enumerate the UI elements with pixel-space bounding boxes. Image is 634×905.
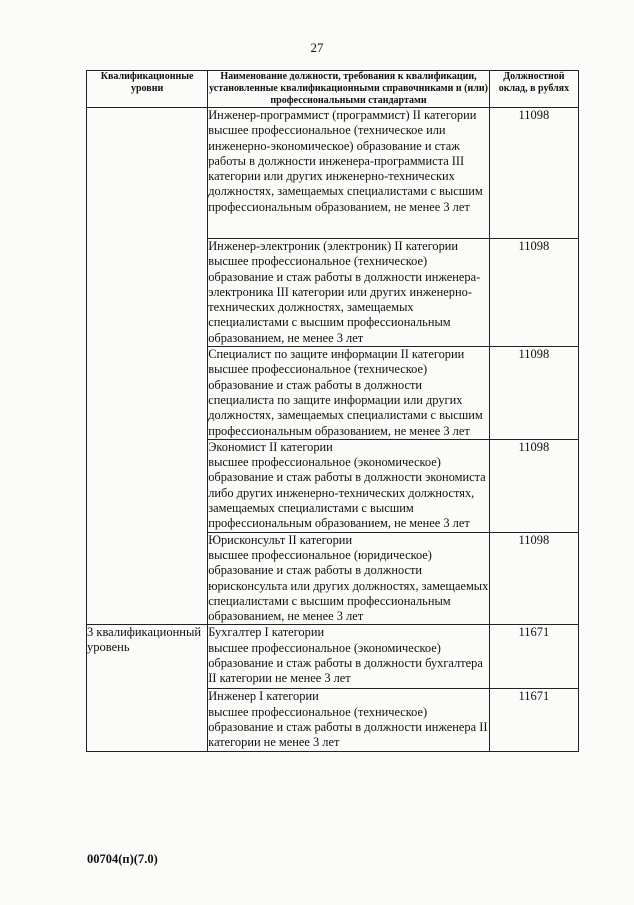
header-qualification-levels: Квалификационные уровни bbox=[87, 71, 208, 108]
salary-cell: 11098 bbox=[489, 347, 578, 440]
salary-cell: 11098 bbox=[489, 439, 578, 532]
salary-cell: 11098 bbox=[489, 239, 578, 347]
table-header-row bbox=[87, 71, 579, 108]
header-position-requirements: Наименование должности, требования к квалификации, установленные квалификационными справочниками и (или) профессиональными стандартами bbox=[209, 71, 488, 106]
position-requirements: высшее профессиональное (техническое) образование и стаж работы в должности инженера II категории не менее 3 лет bbox=[208, 704, 488, 750]
position-cell bbox=[208, 532, 490, 625]
position-requirements: высшее профессиональное (техническое) образование и стаж работы в должности специалиста по защите информации или других должностях, замещаемых специалистами с высшим профессиональным образованием, не менее 3 лет bbox=[208, 362, 483, 438]
salary-cell: 11098 bbox=[489, 108, 578, 239]
position-cell bbox=[208, 347, 490, 440]
position-cell bbox=[208, 689, 490, 751]
position-requirements: высшее профессиональное (экономическое) образование и стаж работы в должности бухгалтера II категории не менее 3 лет bbox=[208, 640, 483, 686]
position-title: Инженер-программист (программист) II категории bbox=[208, 108, 477, 122]
position-title: Бухгалтер I категории bbox=[208, 625, 325, 640]
position-requirements: высшее профессиональное (экономическое) образование и стаж работы в должности экономиста либо других инженерно-технических должностях, замещаемых специалистами с высшим профессиональным образованием, не менее 3 лет bbox=[208, 455, 486, 531]
level-cell: 3 квалификационный уровень bbox=[87, 625, 208, 751]
document-code: 00704(п)(7.0) bbox=[87, 852, 158, 866]
position-cell bbox=[208, 239, 490, 347]
position-cell bbox=[208, 625, 490, 689]
position-title: Инженер-электроник (электроник) II категории bbox=[208, 239, 459, 253]
position-cell bbox=[208, 108, 490, 239]
salary-cell: 11098 bbox=[489, 532, 578, 625]
salary-cell: 11671 bbox=[489, 625, 578, 689]
position-requirements: высшее профессиональное (юридическое) образование и стаж работы в должности юрисконсульта или других должностях, замещаемых специалистами с высшим профессиональным образованием, не менее 3 лет bbox=[208, 547, 489, 624]
position-title: Экономист II категории bbox=[208, 439, 333, 454]
level-cell bbox=[87, 108, 208, 625]
table-row bbox=[87, 108, 579, 239]
position-requirements: высшее профессиональное (техническое) образование и стаж работы в должности инженера-электроника III категории или других инженерно-технических должностях, замещаемых специалистами с высшим профессиональным образованием, не менее 3 лет bbox=[208, 254, 481, 345]
page-number: 27 bbox=[310, 40, 324, 55]
table-row bbox=[87, 625, 579, 689]
position-requirements: высшее профессиональное (техническое или инженерно-экономическое) образование и стаж работы в должности инженера-программиста III категории или других инженерно-технических должностях, замещаемых специалистами с высшим профессиональным образованием, не менее 3 лет bbox=[208, 123, 483, 214]
position-cell bbox=[208, 439, 490, 532]
position-title: Юрисконсульт II категории bbox=[208, 532, 353, 547]
salary-cell: 11671 bbox=[489, 689, 578, 751]
position-title: Специалист по защите информации II категории bbox=[208, 347, 465, 362]
qualification-table bbox=[86, 70, 579, 752]
header-salary: Должностной оклад, в рублях bbox=[489, 71, 578, 108]
position-title: Инженер I категории bbox=[208, 689, 319, 704]
